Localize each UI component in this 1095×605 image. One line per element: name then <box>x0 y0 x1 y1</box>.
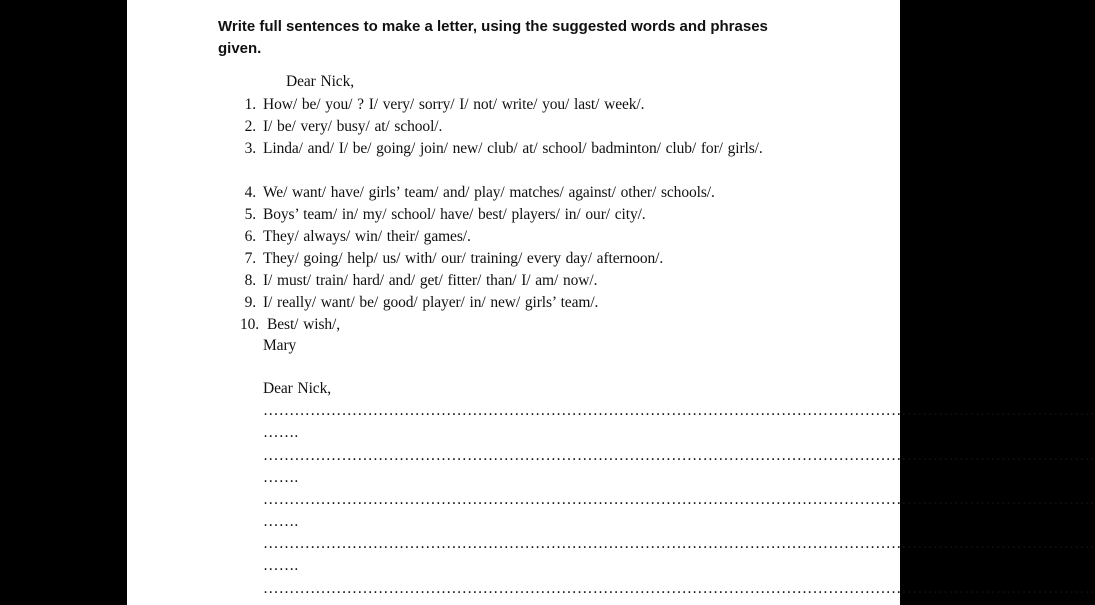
prompt-list <box>236 94 796 336</box>
item-number: 10. <box>240 316 260 333</box>
list-item <box>236 292 796 314</box>
list-item <box>236 182 796 204</box>
list-item <box>236 94 796 116</box>
list-item <box>236 204 796 226</box>
item-number: 2. <box>244 118 256 135</box>
answer-greeting: Dear Nick, <box>263 380 331 397</box>
item-text: How/ be/ you/ ? I/ very/ sorry/ I/ not/ write/ you/ last/ week/. <box>263 96 645 113</box>
list-item <box>236 116 796 138</box>
item-text: I/ be/ very/ busy/ at/ school/. <box>263 118 443 135</box>
letter-signoff: Mary <box>263 337 297 354</box>
answer-line-end: ……. <box>263 557 299 574</box>
list-item <box>236 248 796 270</box>
item-text: Boys’ team/ in/ my/ school/ have/ best/ players/ in/ our/ city/. <box>263 206 646 223</box>
item-number: 9. <box>244 294 256 311</box>
list-item <box>236 314 796 336</box>
item-number: 1. <box>244 96 256 113</box>
answer-line: …………………………………………………………………………………………………………………………………………… <box>263 580 1095 597</box>
item-number: 5. <box>244 206 256 223</box>
answer-line: …………………………………………………………………………………………………………………………………………… <box>263 402 1095 419</box>
item-text: I/ must/ train/ hard/ and/ get/ fitter/ than/ I/ am/ now/. <box>263 272 598 289</box>
letter-greeting: Dear Nick, <box>286 73 354 90</box>
item-text: Linda/ and/ I/ be/ going/ join/ new/ club/ at/ school/ badminton/ club/ for/ girls/. <box>263 140 763 157</box>
answer-line: …………………………………………………………………………………………………………………………………………… <box>263 535 1095 552</box>
answer-line-end: ……. <box>263 513 299 530</box>
item-number: 7. <box>244 250 256 267</box>
item-text: We/ want/ have/ girls’ team/ and/ play/ matches/ against/ other/ schools/. <box>263 184 715 201</box>
item-number: 6. <box>244 228 256 245</box>
list-item <box>236 138 796 182</box>
answer-line: …………………………………………………………………………………………………………………………………………… <box>263 447 1095 464</box>
item-text: Best/ wish/, <box>267 316 341 333</box>
item-text: They/ going/ help/ us/ with/ our/ training/ every day/ afternoon/. <box>263 250 664 267</box>
answer-line: …………………………………………………………………………………………………………………………………………… <box>263 491 1095 508</box>
list-item <box>236 270 796 292</box>
item-text: They/ always/ win/ their/ games/. <box>263 228 471 245</box>
answer-line-end: ……. <box>263 469 299 486</box>
instruction-heading: Write full sentences to make a letter, using the suggested words and phrases given. <box>218 18 768 57</box>
worksheet-page <box>127 0 1095 605</box>
item-number: 8. <box>244 272 256 289</box>
item-text: I/ really/ want/ be/ good/ player/ in/ new/ girls’ team/. <box>263 294 599 311</box>
answer-line-end: ……. <box>263 424 299 441</box>
list-item <box>236 226 796 248</box>
item-number: 3. <box>244 140 256 157</box>
item-number: 4. <box>244 184 256 201</box>
